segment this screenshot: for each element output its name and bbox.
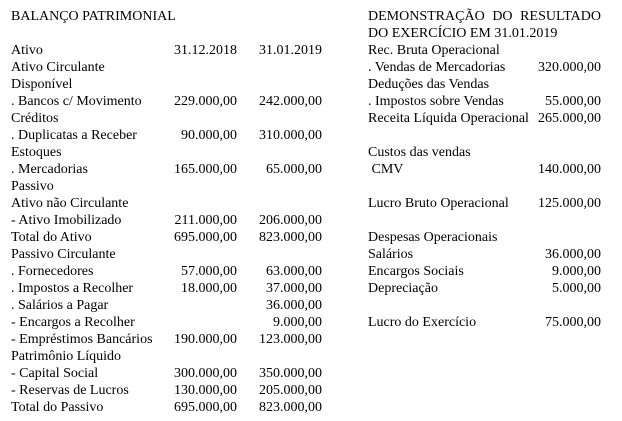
- row-value-2019: 63.000,00: [266, 264, 322, 279]
- table-row: [368, 127, 601, 144]
- row-label: Créditos: [11, 111, 59, 126]
- row-label: . Bancos c/ Movimento: [11, 94, 142, 109]
- row-label: Lucro Bruto Operacional: [368, 196, 509, 211]
- row-value-2019: 823.000,00: [259, 230, 322, 245]
- income-statement-title-line1: DEMONSTRAÇÃO DO RESULTADO: [368, 9, 601, 24]
- table-row: [11, 195, 322, 212]
- table-row: [11, 246, 322, 263]
- row-value-2018: 300.000,00: [174, 366, 237, 381]
- row-label: Total do Passivo: [11, 400, 104, 415]
- row-label: Ativo: [11, 43, 43, 58]
- row-value-2019: 37.000,00: [266, 281, 322, 296]
- table-row: [11, 42, 322, 59]
- row-label: Passivo: [11, 179, 54, 194]
- table-row: [368, 212, 601, 229]
- balance-sheet-section: [11, 8, 322, 416]
- row-value-2019: 310.000,00: [259, 128, 322, 143]
- row-label: Encargos Sociais: [368, 264, 464, 279]
- row-value-2019: 206.000,00: [259, 213, 322, 228]
- row-label: - Capital Social: [11, 366, 99, 381]
- table-row: [368, 263, 601, 280]
- table-row: [11, 263, 322, 280]
- table-row: [11, 348, 322, 365]
- table-row: [368, 161, 601, 178]
- row-label: Lucro do Exercício: [368, 315, 477, 330]
- table-row: [368, 144, 601, 161]
- row-value: 5.000,00: [552, 281, 601, 296]
- row-label: Patrimônio Líquido: [11, 349, 122, 364]
- row-label: . Mercadorias: [11, 162, 88, 177]
- row-value-2019: 65.000,00: [266, 162, 322, 177]
- table-row: [368, 280, 601, 297]
- table-row: [368, 59, 601, 76]
- row-label: - Empréstimos Bancários: [11, 332, 153, 347]
- row-value: 320.000,00: [538, 60, 601, 75]
- row-value-2018: 31.12.2018: [174, 43, 237, 58]
- table-row: [11, 110, 322, 127]
- row-label: Custos das vendas: [368, 145, 471, 160]
- table-row: [368, 178, 601, 195]
- table-row: [368, 195, 601, 212]
- row-label: . Salários a Pagar: [11, 298, 109, 313]
- row-value-2019: 242.000,00: [259, 94, 322, 109]
- table-row: [11, 382, 322, 399]
- row-value-2019: 205.000,00: [259, 383, 322, 398]
- row-label: Estoques: [11, 145, 62, 160]
- row-label: Depreciação: [368, 281, 438, 296]
- table-row: [368, 110, 601, 127]
- row-value: 265.000,00: [538, 111, 601, 126]
- table-row: [11, 297, 322, 314]
- table-row: [11, 127, 322, 144]
- row-label: Total do Ativo: [11, 230, 92, 245]
- row-value-2018: 695.000,00: [174, 230, 237, 245]
- row-value: 75.000,00: [545, 315, 601, 330]
- table-row: [11, 161, 322, 178]
- row-label: Passivo Circulante: [11, 247, 116, 262]
- row-value: 36.000,00: [545, 247, 601, 262]
- row-value-2018: 229.000,00: [174, 94, 237, 109]
- row-label: - Reservas de Lucros: [11, 383, 129, 398]
- table-row: [11, 178, 322, 195]
- row-label: Rec. Bruta Operacional: [368, 43, 500, 58]
- balance-sheet-title: BALANÇO PATRIMONIAL: [11, 9, 176, 24]
- income-statement-rows: [368, 42, 601, 331]
- row-value-2019: 350.000,00: [259, 366, 322, 381]
- table-row: [368, 76, 601, 93]
- table-row: [368, 42, 601, 59]
- row-label: - Encargos a Recolher: [11, 315, 135, 330]
- table-row: [11, 229, 322, 246]
- row-value-2019: 9.000,00: [273, 315, 322, 330]
- table-row: [368, 297, 601, 314]
- income-statement-section: [368, 8, 601, 331]
- row-label: Disponível: [11, 77, 73, 92]
- row-label: Salários: [368, 247, 414, 262]
- row-value-2019: 31.01.2019: [259, 43, 322, 58]
- table-row: [368, 314, 601, 331]
- table-row: [11, 93, 322, 110]
- row-value-2018: 190.000,00: [174, 332, 237, 347]
- table-row: [11, 331, 322, 348]
- row-label: . Vendas de Mercadorias: [368, 60, 506, 75]
- row-value: 125.000,00: [538, 196, 601, 211]
- row-label: CMV: [368, 162, 404, 177]
- row-value: 140.000,00: [538, 162, 601, 177]
- table-row: [11, 365, 322, 382]
- row-value-2018: 90.000,00: [181, 128, 237, 143]
- row-label: Ativo Circulante: [11, 60, 105, 75]
- table-row: [11, 59, 322, 76]
- balance-sheet-title-block: [11, 8, 322, 42]
- income-statement-title-line2: DO EXERCÍCIO EM 31.01.2019: [368, 26, 558, 41]
- table-row: [368, 93, 601, 110]
- row-label: Receita Líquida Operacional: [368, 111, 529, 126]
- row-value: 9.000,00: [552, 264, 601, 279]
- row-label: Despesas Operacionais: [368, 230, 498, 245]
- row-value: 55.000,00: [545, 94, 601, 109]
- table-row: [368, 229, 601, 246]
- table-row: [11, 314, 322, 331]
- table-row: [11, 144, 322, 161]
- row-value-2018: 57.000,00: [181, 264, 237, 279]
- row-label: Ativo não Circulante: [11, 196, 129, 211]
- row-label: . Duplicatas a Receber: [11, 128, 137, 143]
- table-row: [11, 399, 322, 416]
- row-value-2019: 36.000,00: [266, 298, 322, 313]
- row-value-2019: 123.000,00: [259, 332, 322, 347]
- row-label: . Fornecedores: [11, 264, 94, 279]
- row-value-2018: 130.000,00: [174, 383, 237, 398]
- row-value-2018: 695.000,00: [174, 400, 237, 415]
- row-value-2018: 211.000,00: [174, 213, 237, 228]
- row-label: Deduções das Vendas: [368, 77, 490, 92]
- row-label: . Impostos a Recolher: [11, 281, 134, 296]
- table-row: [11, 212, 322, 229]
- row-label: - Ativo Imobilizado: [11, 213, 122, 228]
- table-row: [11, 280, 322, 297]
- table-row: [11, 76, 322, 93]
- table-row: [368, 246, 601, 263]
- balance-sheet-rows: [11, 42, 322, 416]
- row-value-2019: 823.000,00: [259, 400, 322, 415]
- row-value-2018: 18.000,00: [181, 281, 237, 296]
- row-label: . Impostos sobre Vendas: [368, 94, 504, 109]
- row-value-2018: 165.000,00: [174, 162, 237, 177]
